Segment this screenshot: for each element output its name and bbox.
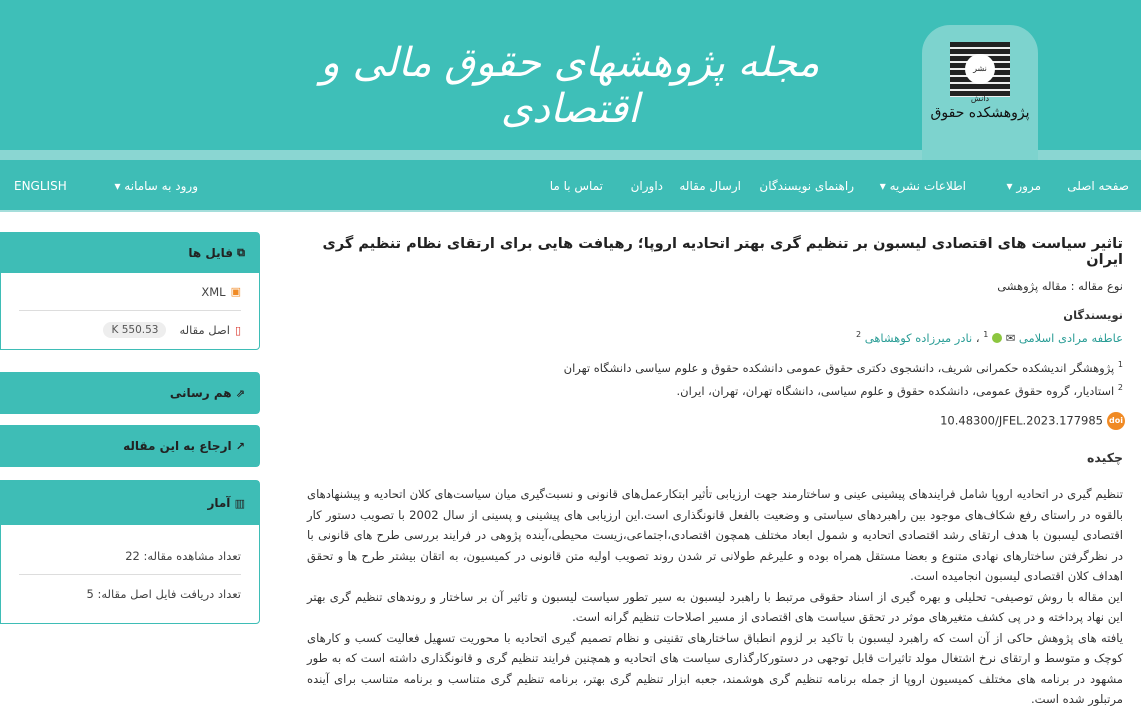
nav-journal-info[interactable]: اطلاعات نشریه ▾: [879, 179, 966, 193]
doi-icon: doi: [1107, 412, 1125, 430]
nav-english[interactable]: ENGLISH: [14, 179, 67, 193]
author-link[interactable]: نادر میرزاده کوهشاهی: [864, 330, 973, 345]
nav-login[interactable]: ورود به سامانه ▾: [114, 179, 198, 193]
xml-link[interactable]: ▣ XML: [19, 273, 241, 311]
authors-heading: نویسندگان: [1063, 308, 1123, 322]
article-type: نوع مقاله : مقاله پژوهشی: [997, 279, 1123, 293]
chevron-down-icon: ▾: [1006, 179, 1013, 193]
chevron-down-icon: ▾: [114, 179, 121, 193]
nav-browse[interactable]: مرور ▾: [1006, 179, 1041, 193]
files-panel-header: ⧉ فایل ها: [1, 233, 259, 273]
abstract-paragraph: این مقاله با روش توصیفی- تحلیلی و بهره گیری از اسناد حقوقی مرتبط با راهبرد لیسبون به سیر تطور سیاست لیسبون و تاثیر آن بر ساختار و روندهای تنظیم گری بهتر این نهاد پرداخته و در پی کشف متغیرهای موثر در تحقق سیاست های اقتصادی از مسیر اصلاحات تنظیم گرانه است.: [307, 589, 1123, 624]
pdf-link[interactable]: ▯ اصل مقاله 550.53 K: [19, 311, 241, 349]
nav-submit[interactable]: ارسال مقاله: [679, 179, 741, 193]
logo-text: پژوهشکده حقوق: [930, 105, 1030, 121]
doi-row: [940, 412, 1125, 430]
journal-title: مجله پژوهشهای حقوق مالی و اقتصادی: [320, 40, 820, 132]
main-nav: [0, 160, 1141, 212]
chevron-down-icon: ▾: [879, 179, 886, 193]
authors-list: عاطفه مرادی اسلامی ✉ $^1$ ، نادر میرزاده کوهشاهی $^2$: [855, 330, 1123, 345]
nav-reviewers[interactable]: داوران: [630, 179, 663, 193]
abstract-paragraph: تنظیم گیری در اتحادیه اروپا شامل فرایندهای پیشینی عینی و ساختارمند جهت ارزیابی تأثیر ابتکارعمل‌های قانونی و نسبت‌گیری میان سیاست‌های کلان اتحادیه و پیشنهادهای بالقوه در راستای رفع شکاف‌های موجود بین راهبردهای سیاستی و وضعیت بالفعل قانونگذاری است.این ارزیابی های پیشینی و پسینی از سال 2002 با تصویب دستور کار اقتصادی لیسبون با هدف ارتقای رشد اقتصادی اتحادیه و شمول ابعاد مختلف همچون اقتصادی،اجتماعی،زیست محیطی،آینده پژوهی در فرایند بررسی طرح های قانونی با در نظرگرفتن ساختارهای نهادی متنوع و بعضا مستقل همراه بوده و علیرغم طولانی تر شدن روند تصویب اولیه متن قانونی در کمیسیون، به اتقان بیشتر طرح ها و تحقق اهداف کلان اقتصادی لیسبون انجامیده است.: [307, 487, 1123, 583]
files-panel: [0, 232, 260, 350]
logo-mark: نشر دانش: [950, 42, 1010, 97]
nav-contact[interactable]: تماس با ما: [549, 179, 603, 193]
cite-panel[interactable]: ↗ ارجاع به این مقاله: [0, 425, 260, 467]
external-link-icon: ↗: [235, 439, 245, 453]
orcid-icon[interactable]: [992, 333, 1002, 343]
article-title: تاثیر سیاست های اقتصادی لیسبون بر تنظیم گری بهتر اتحادیه اروپا؛ رهیافت هایی برای ارتقای نظام تنظیم گری ایران: [322, 236, 1123, 268]
share-panel[interactable]: ⇗ هم رسانی: [0, 372, 260, 414]
nav-author-guide[interactable]: راهنمای نویسندگان: [759, 179, 854, 193]
author-link[interactable]: عاطفه مرادی اسلامی: [1018, 330, 1123, 345]
share-icon: ⇗: [235, 386, 245, 400]
abstract: [307, 484, 1123, 710]
email-icon[interactable]: ✉: [1005, 330, 1016, 345]
affiliation: $^2$ استادیار، گروه حقوق عمومی، دانشکده حقوق و علوم سیاسی، دانشگاه تهران، تهران، ایران.: [676, 383, 1123, 398]
views-count: تعداد مشاهده مقاله: 22: [19, 537, 241, 575]
abstract-paragraph: یافته های پژوهش حاکی از آن است که راهبرد لیسبون با تاکید بر لزوم انطباق ساختارهای تقنینی و نظام تصمیم گیری اتحادیه با محوریت تسهیل فعالیت کسب و کارهای کوچک و متوسط و ارتقای نرخ اشتغال مولد تاثیرات قابل توجهی در دستورکارگذاری سیاست های اتحادیه و همچنین فرایند تنظیم گری و قانونگذاری داشته است که به طور مشهود در برنامه های مختلف کمیسیون اروپا از جمله برنامه تنظیم گری هوشمند، جعبه ابزار تنظیم گری بهتر، برنامه تنظیم گری متناسب و برنامه متناسب برای آینده مرتبلور شده است.: [307, 630, 1123, 706]
bar-chart-icon: ▥: [234, 496, 245, 510]
abstract-heading: چکیده: [1087, 450, 1123, 465]
logo[interactable]: [922, 25, 1038, 160]
doi-link[interactable]: 10.48300/JFEL.2023.177985: [940, 413, 1103, 428]
nav-home[interactable]: صفحه اصلی: [1067, 179, 1129, 193]
xml-file-icon: ▣: [230, 285, 241, 298]
downloads-count: تعداد دریافت فایل اصل مقاله: 5: [86, 587, 241, 601]
files-icon: ⧉: [237, 246, 245, 259]
pdf-file-icon: ▯: [234, 323, 241, 337]
affiliation: $^1$ پژوهشگر اندیشکده حکمرانی شریف، دانشجوی دکتری حقوق عمومی دانشکده حقوق و علوم سیاسی دانشگاه تهران: [563, 360, 1123, 375]
stats-panel: ▥ آمار تعداد مشاهده مقاله: 22 تعداد دریافت فایل اصل مقاله: 5: [0, 480, 260, 624]
file-size-badge: 550.53 K: [103, 322, 166, 338]
